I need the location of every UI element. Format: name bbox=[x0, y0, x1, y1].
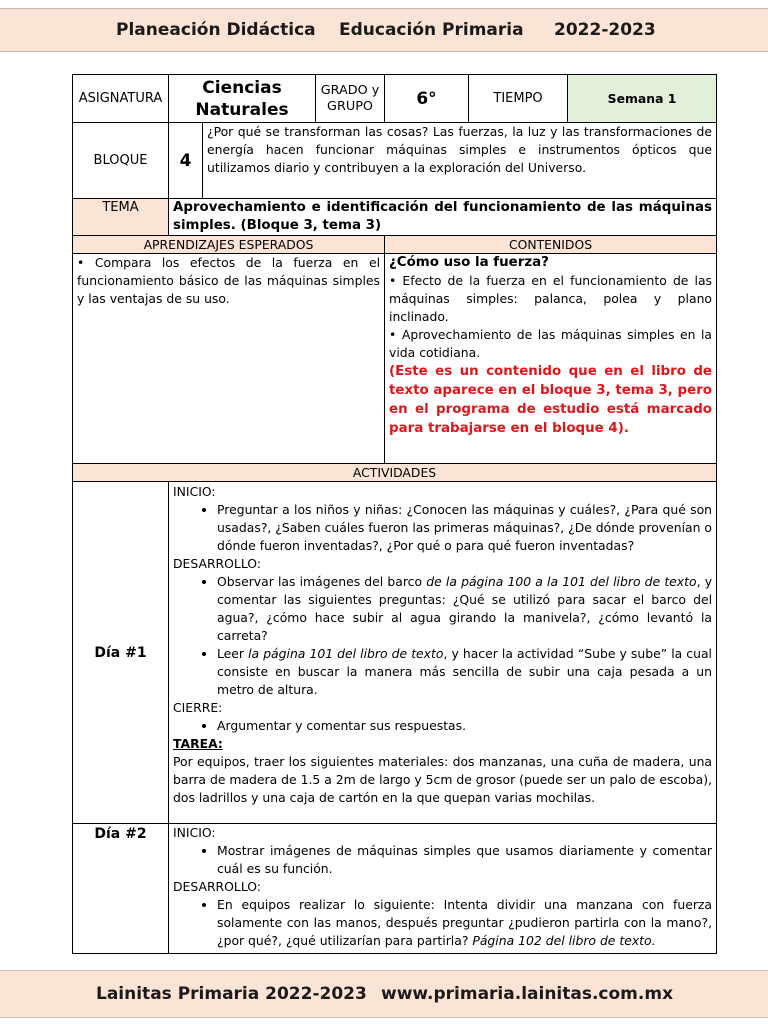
footer-brand: Lainitas Primaria 2022-2023 bbox=[96, 984, 367, 1004]
inicio-list bbox=[173, 842, 712, 878]
tarea-label: TAREA: bbox=[173, 736, 223, 751]
desarrollo-label: DESARROLLO: bbox=[173, 879, 261, 894]
contenidos-cell bbox=[385, 254, 717, 464]
tiempo-label: TIEMPO bbox=[469, 75, 568, 123]
tarea-text: Por equipos, traer los siguientes materiales: dos manzanas, una cuña de madera, una barra de madera de 1.5 a 2m de largo y 5cm de grosor (puede ser un palo de escoba), dos ladrillos y una caja de cartón en la que quepan varias mochilas. bbox=[173, 754, 713, 805]
aprendizajes-header: APRENDIZAJES ESPERADOS bbox=[73, 236, 385, 254]
bloque-description: ¿Por qué se transforman las cosas? Las fuerzas, la luz y las transformaciones de energía hacen funcionar máquinas simples e instrumentos ópticos que utilizamos diario y contribuyen a la exploración del Universo. bbox=[203, 123, 717, 199]
desarrollo-list bbox=[173, 896, 712, 950]
asignatura-value: Ciencias Naturales bbox=[169, 75, 316, 123]
cierre-list bbox=[173, 717, 712, 735]
contenidos-header: CONTENIDOS bbox=[385, 236, 717, 254]
list-item: • Leer la página 101 del libro de texto, y hacer la actividad “Sube y sube” la cual consiste en buscar la manera más sencilla de subir una caja pesada a un metro de altura. bbox=[217, 645, 712, 699]
tema-row bbox=[73, 199, 717, 236]
list-item: • Argumentar y comentar sus respuestas. bbox=[217, 717, 712, 735]
contenidos-note: (Este es un contenido que en el libro de texto aparece en el bloque 3, tema 3, pero en el programa de estudio está marcado para trabajarse en el bloque 4). bbox=[389, 364, 713, 436]
contenidos-item: • Efecto de la fuerza en el funcionamiento de las máquinas simples: palanca, polea y plano inclinado. bbox=[389, 273, 713, 324]
section-header-row bbox=[73, 236, 717, 254]
list-item: • Observar las imágenes del barco de la página 100 a la 101 del libro de texto, y comentar las siguientes preguntas: ¿Qué se utilizó para sacar el barco del agua?, ¿cómo hace subir al agua girando la manivela?, ¿cómo levantó la carreta? bbox=[217, 573, 712, 645]
actividades-header: ACTIVIDADES bbox=[73, 464, 717, 482]
inicio-list bbox=[173, 501, 712, 555]
list-item: • En equipos realizar lo siguiente: Intenta dividir una manzana con fuerza solamente con las manos, después preguntar ¿pudieron partirla con la mano?, ¿por qué?, ¿qué utilizarían para partirla? Página 102 del libro de texto. bbox=[217, 896, 712, 950]
bloque-row bbox=[73, 123, 717, 199]
asignatura-label: ASIGNATURA bbox=[73, 75, 169, 123]
contenidos-title: ¿Cómo uso la fuerza? bbox=[389, 255, 549, 270]
info-row bbox=[73, 75, 717, 123]
header-level: Educación Primaria bbox=[339, 20, 524, 40]
list-item: • Preguntar a los niños y niñas: ¿Conocen las máquinas y cuáles?, ¿Para qué son usadas?, ¿Saben cuáles fueron las primeras máquinas?, ¿De dónde provenían o dónde fueron inventadas?, ¿Por qué o para qué fueron inventadas? bbox=[217, 501, 712, 555]
day-label: Día #1 bbox=[73, 482, 169, 824]
bloque-label: BLOQUE bbox=[73, 123, 169, 199]
desarrollo-label: DESARROLLO: bbox=[173, 556, 261, 571]
cierre-label: CIERRE: bbox=[173, 700, 223, 715]
bloque-value: 4 bbox=[169, 123, 203, 199]
header-banner bbox=[0, 8, 768, 52]
day-row bbox=[73, 482, 717, 824]
tiempo-value: Semana 1 bbox=[568, 75, 717, 123]
desarrollo-list bbox=[173, 573, 712, 699]
aprendizaje-text: • Compara los efectos de la fuerza en el funcionamiento básico de las máquinas simples y las ventajas de su uso. bbox=[73, 254, 385, 464]
grado-value: 6° bbox=[385, 75, 469, 123]
day-activities bbox=[169, 482, 717, 824]
actividades-header-row bbox=[73, 464, 717, 482]
footer-url[interactable]: www.primaria.lainitas.com.mx bbox=[381, 984, 674, 1004]
inicio-label: INICIO: bbox=[173, 825, 216, 840]
contenidos-item: • Aprovechamiento de las máquinas simples en la vida cotidiana. bbox=[389, 327, 713, 360]
lesson-plan-table bbox=[72, 74, 717, 954]
day-label: Día #2 bbox=[73, 824, 169, 954]
tema-value: Aprovechamiento e identificación del funcionamiento de las máquinas simples. (Bloque 3, tema 3) bbox=[169, 199, 717, 236]
aprendizajes-contenidos-row bbox=[73, 254, 717, 464]
header-title: Planeación Didáctica bbox=[116, 20, 316, 40]
inicio-label: INICIO: bbox=[173, 484, 216, 499]
grado-label: GRADO y GRUPO bbox=[316, 75, 385, 123]
footer-banner bbox=[0, 970, 768, 1018]
header-year: 2022-2023 bbox=[554, 20, 656, 40]
tema-label: TEMA bbox=[73, 199, 169, 236]
day-activities bbox=[169, 824, 717, 954]
day-row bbox=[73, 824, 717, 954]
list-item: • Mostrar imágenes de máquinas simples que usamos diariamente y comentar cuál es su función. bbox=[217, 842, 712, 878]
